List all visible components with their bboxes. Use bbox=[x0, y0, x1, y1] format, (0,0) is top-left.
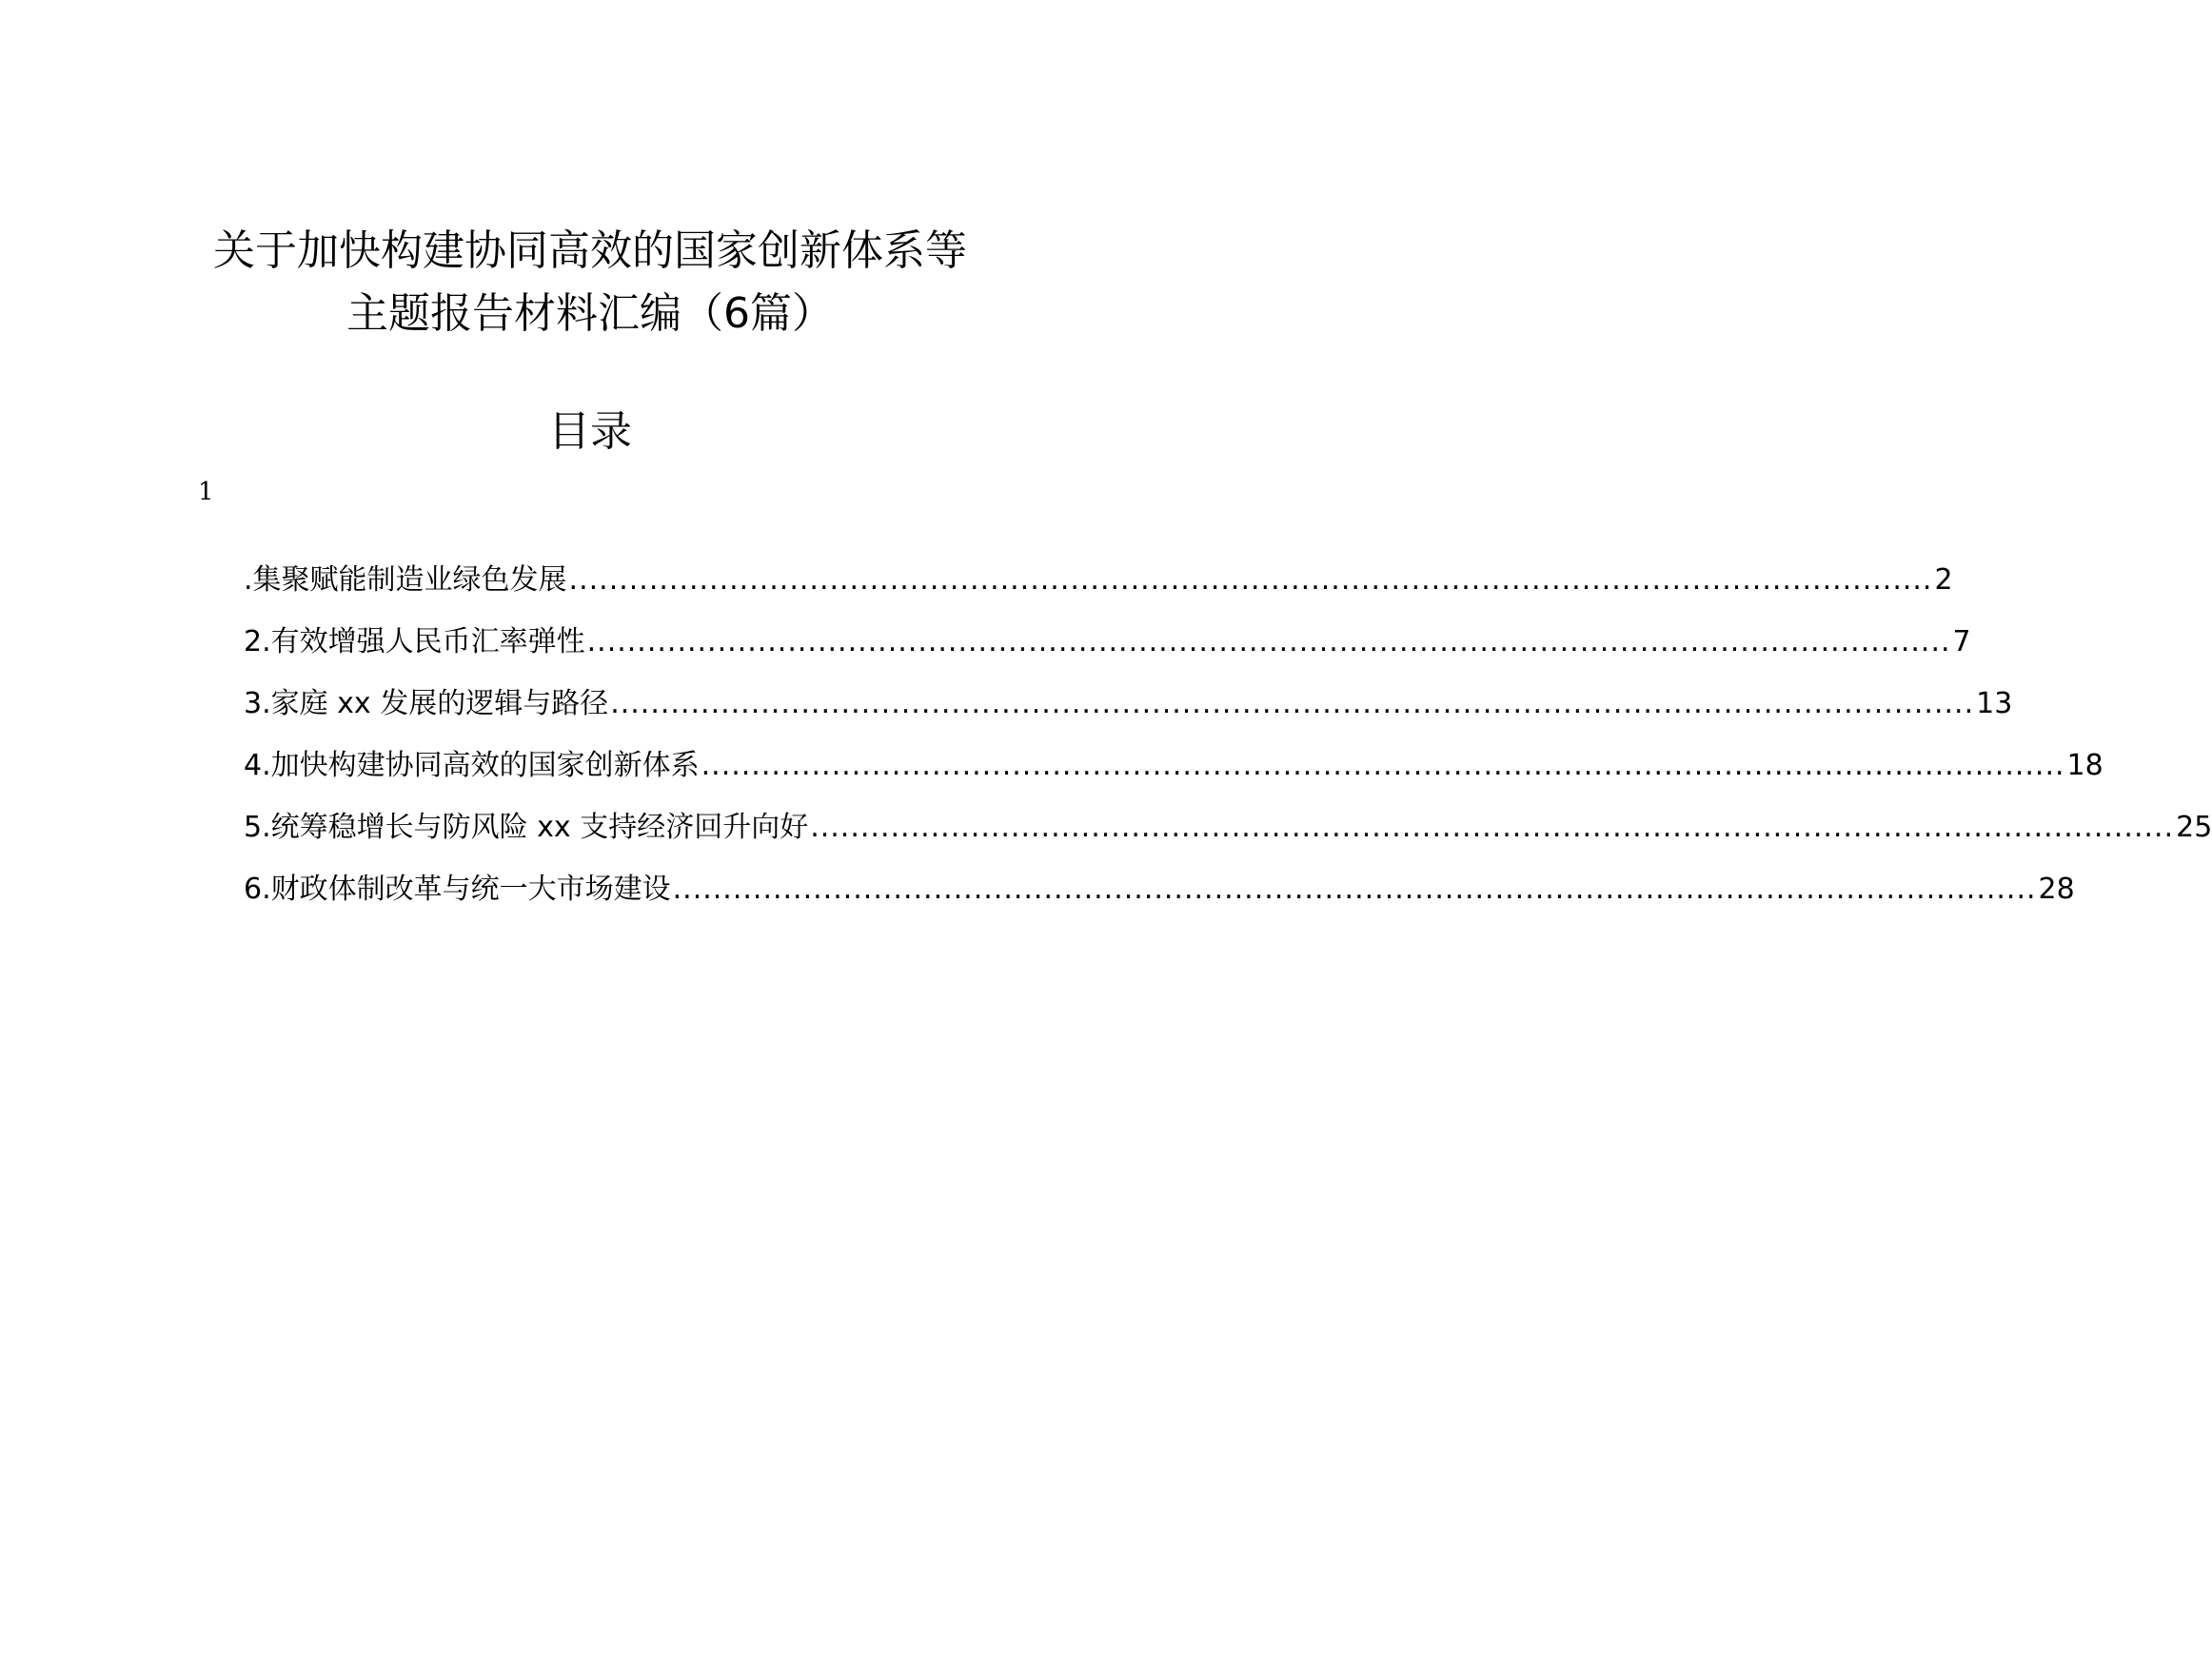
toc-dot-leader: ........................................................................................................................................ bbox=[568, 563, 1933, 597]
toc-dot-leader: ........................................................................................................................................ bbox=[810, 811, 2175, 844]
toc-entry-page: 2 bbox=[1934, 563, 1953, 597]
toc-entry-page: 25 bbox=[2176, 811, 2212, 844]
table-of-contents bbox=[244, 533, 2212, 906]
toc-entry-page: 13 bbox=[1976, 687, 2013, 720]
page-marker: 1 bbox=[198, 478, 214, 506]
document-title-line-1: 关于加快构建协同高效的国家创新体系等 bbox=[213, 226, 967, 275]
toc-entry-title: 4.加快构建协同高效的国家创新体系 bbox=[244, 749, 700, 782]
toc-entry-page: 7 bbox=[1952, 625, 1971, 658]
document-title-line-2: 主题报告材料汇编（6篇） bbox=[346, 289, 834, 338]
toc-entry-page: 18 bbox=[2066, 749, 2103, 782]
toc-entry-1[interactable] bbox=[244, 533, 1953, 597]
toc-entry-3[interactable] bbox=[244, 657, 2013, 720]
toc-entry-title: 3.家庭 xx 发展的逻辑与路径 bbox=[244, 687, 609, 720]
toc-entry-page: 28 bbox=[2038, 873, 2075, 906]
toc-entry-title: 2.有效增强人民币汇率弹性 bbox=[244, 625, 585, 658]
toc-entry-title: .集聚赋能制造业绿色发展 bbox=[244, 563, 567, 597]
toc-entry-title: 6.财政体制改革与统一大市场建设 bbox=[244, 873, 671, 906]
toc-entry-6[interactable] bbox=[244, 842, 2075, 906]
toc-dot-leader: ........................................................................................................................................ bbox=[610, 687, 1975, 720]
toc-dot-leader: ........................................................................................................................................ bbox=[701, 749, 2065, 782]
toc-entry-4[interactable] bbox=[244, 718, 2103, 782]
toc-heading: 目录 bbox=[548, 407, 632, 456]
toc-dot-leader: ........................................................................................................................................ bbox=[586, 625, 1951, 658]
toc-entry-title: 5.统筹稳增长与防风险 xx 支持经济回升向好 bbox=[244, 811, 809, 844]
toc-dot-leader: ........................................................................................................................................ bbox=[672, 873, 2037, 906]
toc-entry-2[interactable] bbox=[244, 595, 1971, 658]
toc-entry-5[interactable] bbox=[244, 780, 2212, 844]
